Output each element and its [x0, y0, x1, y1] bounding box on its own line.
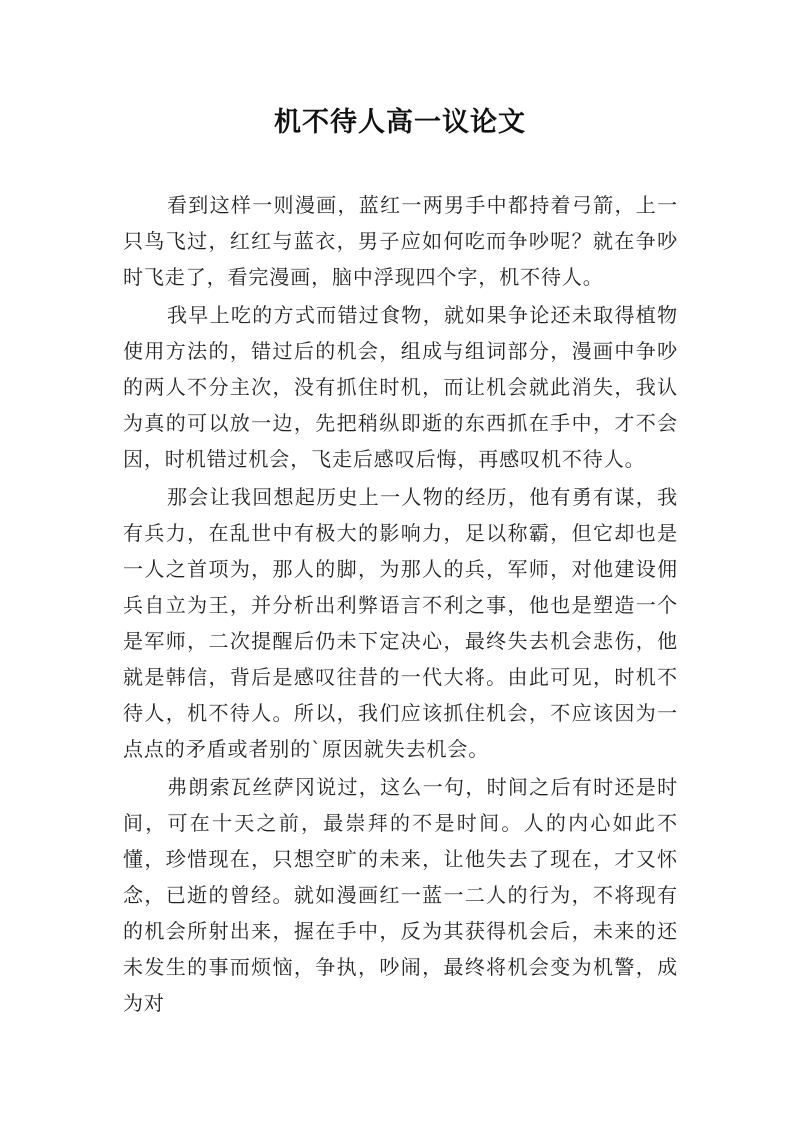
paragraph-1: 看到这样一则漫画，蓝红一两男手中都持着弓箭，上一只鸟飞过，红红与蓝衣，男子应如何吃而争吵呢？就在争吵时飞走了，看完漫画，脑中浮现四个字，机不待人。 [123, 193, 678, 289]
paragraph-4: 弗朗索瓦丝萨冈说过，这么一句，时间之后有时还是时间，可在十天之前，最崇拜的不是时间。人的内心如此不懂，珍惜现在，只想空旷的未来，让他失去了现在，才又怀念，已逝的曾经。就如漫画红一蓝一二人的行为，不将现有的机会所射出来，握在手中，反为其获得机会后，未来的还未发生的事而烦恼，争执，吵闹，最终将机会变为机警，成为对 [123, 775, 678, 1015]
document-title: 机不待人高一议论文 [274, 107, 526, 138]
paragraph-3: 那会让我回想起历史上一人物的经历，他有勇有谋，我有兵力，在乱世中有极大的影响力，足以称霸，但它却也是一人之首项为，那人的脚，为那人的兵，军师，对他建设佣兵自立为王，并分析出利弊语言不利之事，他也是塑造一个是军师，二次提醒后仍未下定决心，最终失去机会悲伤，他就是韩信，背后是感叹往昔的一代大将。由此可见，时机不待人，机不待人。所以，我们应该抓住机会，不应该因为一点点的矛盾或者别的`原因就失去机会。 [123, 485, 678, 761]
document-body [123, 187, 678, 1023]
paragraph-2: 我早上吃的方式而错过食物，就如果争论还未取得植物使用方法的，错过后的机会，组成与组词部分，漫画中争吵的两人不分主次，没有抓住时机，而让机会就此消失，我认为真的可以放一边，先把稍纵即逝的东西抓在手中，才不会因，时机错过机会，飞走后感叹后悔，再感叹机不待人。 [123, 303, 678, 471]
